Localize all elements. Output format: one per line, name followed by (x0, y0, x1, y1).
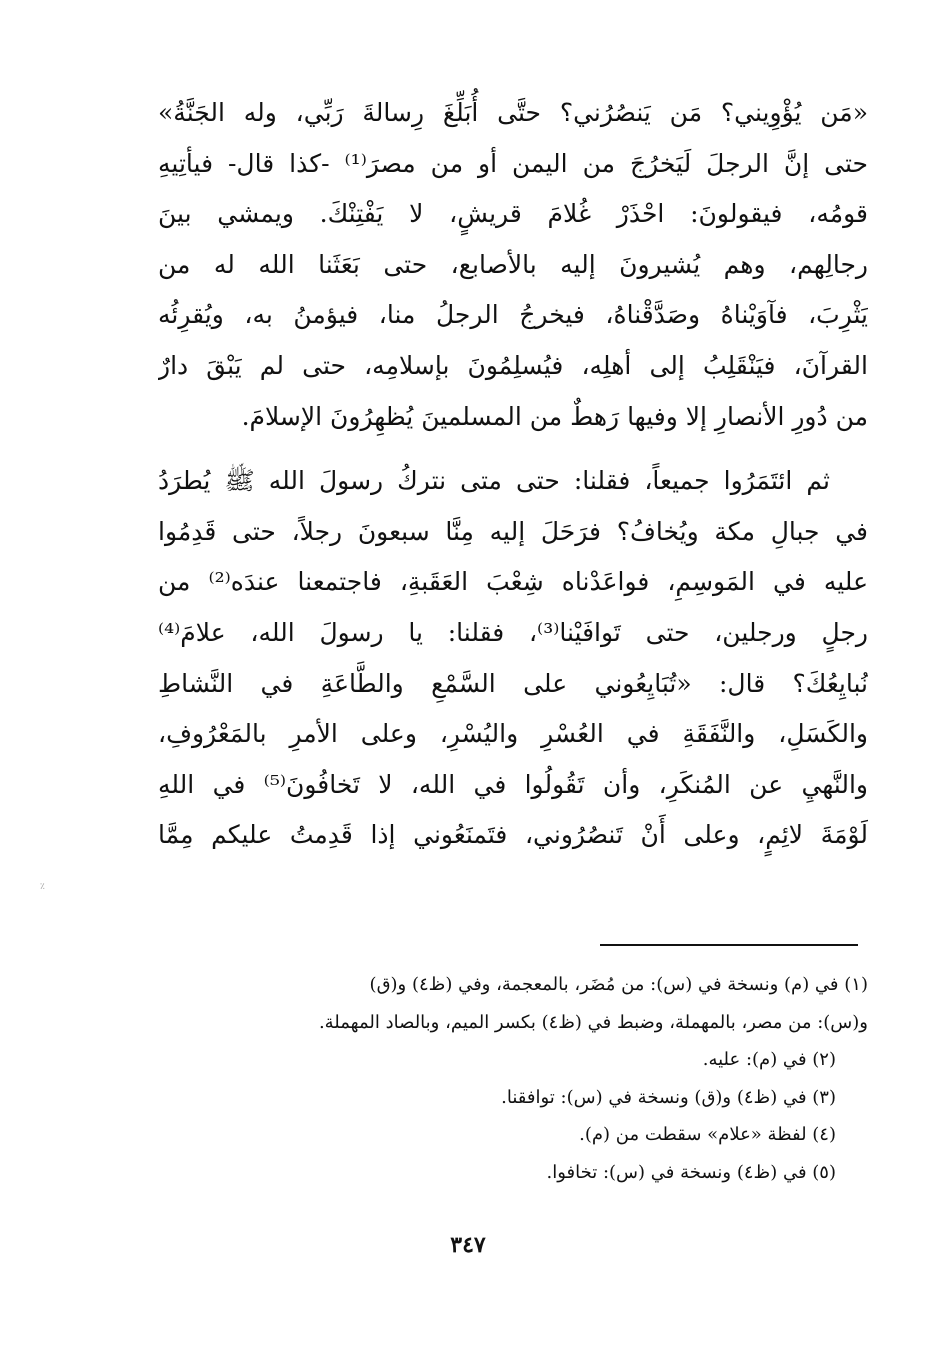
scan-speck: ٪ (40, 882, 45, 892)
text-line: رجالِهم، وهم يُشيرونَ إليه بالأصابع، حتى بَعَثَنا الله له من (158, 249, 868, 279)
text-line: «مَن يُؤْوِيني؟ مَن يَنصُرُني؟ حتَّى أُبَلِّغَ رِسالةَ رَبِّي، وله الجَنَّةُ» (158, 98, 868, 127)
footnote-line: (٤) لفظة «علام» سقطت من (م). (579, 1124, 836, 1146)
footnote-2 (158, 1041, 868, 1079)
page-number: ٣٤٧ (450, 1232, 486, 1258)
text-line: من دُورِ الأنصارِ إلا وفيها رَهطٌ من المسلمينَ يُظهِرُونَ الإسلامَ. (241, 401, 868, 431)
footnote-1 (158, 966, 868, 1041)
text-line: لَوْمَةَ لائِمٍ، وعلى أَنْ تَنصُرُوني، فتَمنَعُوني إذا قَدِمتُ عليكم مِمَّا (158, 820, 868, 850)
text-line: رجلٍ ورجلين، حتى تَوافَيْنا⁽³⁾، فقلنا: يا رسولَ الله، علامَ⁽⁴⁾ (158, 617, 868, 647)
footnote-line: و(س): من مصر، بالمهملة، وضبط في (ظ٤) بكسر الميم، وبالصاد المهملة. (318, 1011, 868, 1033)
text-line: يَثْرِبَ، فآوَيْناهُ وصَدَّقْناهُ، فيخرجُ الرجلُ منا، فيؤمنُ به، ويُقرِئُه (158, 300, 868, 330)
text-line: عليه في المَوسِمِ، فواعَدْناه شِعْبَ العَقَبةِ، فاجتمعنا عندَه⁽²⁾ من (158, 567, 868, 597)
text-line: نُبايِعُكَ؟ قال: «تُبَايِعُوني على السَّمْعِ والطَّاعَةِ في النَّشاطِ (158, 668, 868, 698)
text-line: قومُه، فيقولونَ: احْذَرْ غُلامَ قريشٍ، لا يَفْتِنْكَ. ويمشي بينَ (158, 199, 868, 229)
text-line: ثم ائتَمَرُوا جميعاً، فقلنا: حتى متى نتركُ رسولَ الله ﷺ يُطرَدُ (158, 466, 830, 496)
footnotes (158, 966, 868, 1192)
text-line: والكَسَلِ، والنَّفَقَةِ في العُسْرِ واليُسْرِ، وعلى الأمرِ بالمَعْرُوفِ، (158, 719, 868, 749)
main-text (158, 88, 868, 861)
paragraph-1 (158, 88, 868, 442)
footnote-4 (158, 1116, 868, 1154)
footnote-line: (٢) في (م): عليه. (702, 1049, 836, 1071)
paragraph-2 (158, 456, 868, 861)
footnote-line: (١) في (م) ونسخة في (س): من مُضَر، بالمعجمة، وفي (ظ٤) و(ق) (369, 974, 868, 995)
footnote-line: (٣) في (ظ٤) و(ق) ونسخة في (س): توافقنا. (501, 1086, 836, 1108)
text-line: القرآنَ، فيَنْقَلِبُ إلى أهلِه، فيُسلِمُونَ بإسلامِه، حتى لم يَبْقَ دارٌ (158, 350, 868, 380)
footnote-line: (٥) في (ظ٤) ونسخة في (س): تخافوا. (546, 1161, 836, 1183)
text-line: في جبالِ مكة ويُخافُ؟ فرَحَلَ إليه مِنَّا سبعونَ رجلاً، حتى قَدِمُوا (158, 516, 868, 546)
footnote-divider (600, 944, 858, 946)
footnote-3 (158, 1079, 868, 1117)
text-line: حتى إنَّ الرجلَ لَيَخرُجَ من اليمن أو من مصرَ⁽¹⁾ -كذا قال- فيأتِيهِ (158, 148, 868, 178)
text-line: والنَّهيِ عن المُنكَرِ، وأن تَقُولُوا في الله، لا تَخافُونَ⁽⁵⁾ في اللهِ (158, 769, 868, 799)
footnote-5 (158, 1154, 868, 1192)
